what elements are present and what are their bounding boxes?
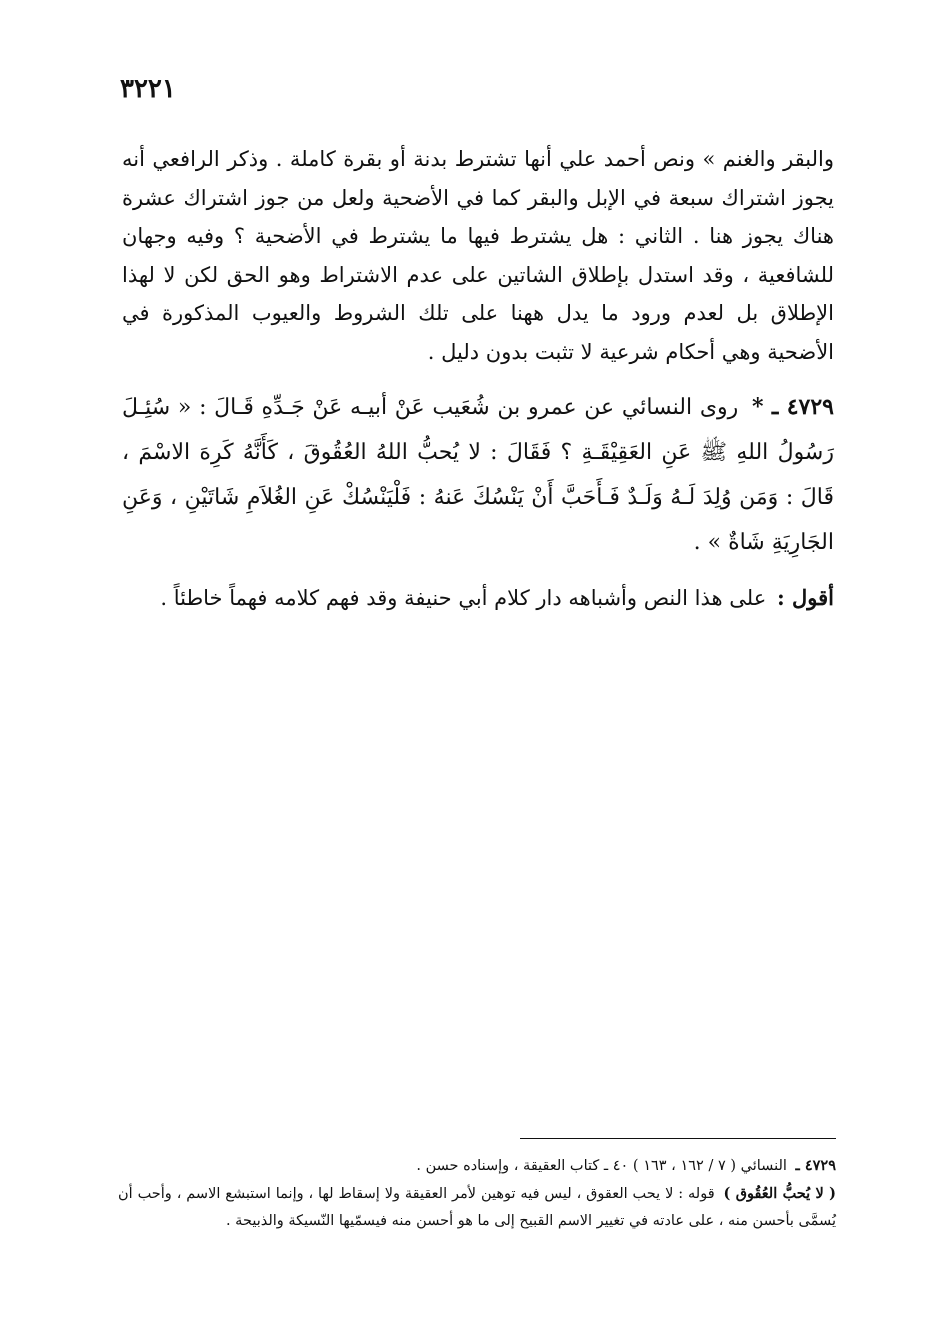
footnote-ref: ( لا يُحبُّ العُقُوق ): [723, 1185, 836, 1202]
page-number: ٣٢٢١: [120, 74, 176, 104]
footnotes: [118, 1152, 836, 1235]
hadith-paragraph: [122, 385, 834, 565]
footnote-explanation: [118, 1180, 836, 1235]
comment-text: على هذا النص وأشباهه دار كلام أبي حنيفة وقد فهم كلامه فهماً خاطئاً .: [160, 586, 767, 610]
commentary-paragraph: والبقر والغنم » ونص أحمد علي أنها تشترط بدنة أو بقرة كاملة . وذكر الرافعي أنه يجوز اشتراك سبعة في الإبل والبقر كما في الأضحية ولعل من جوز اشتراك عشرة هناك يجوز هنا . الثاني : هل يشترط فيها ما يشترط في الأضحية ؟ وفيه وجهان للشافعية ، وقد استدل بإطلاق الشاتين على عدم الاشتراط وهو الحق لكن لا لهذا الإطلاق بل لعدم ورود ما يدل ههنا على تلك الشروط والعيوب المذكورة في الأضحية وهي أحكام شرعية لا تثبت بدون دليل .: [122, 147, 834, 364]
footnote-divider: [520, 1138, 836, 1139]
main-text: [122, 140, 834, 618]
hadith-number: ٤٧٢٩ ـ *: [752, 394, 834, 420]
author-comment: [122, 579, 834, 618]
footnote-source: [118, 1152, 836, 1180]
footnote-text: قوله : لا يحب العقوق ، ليس فيه توهين لأمر العقيقة ولا إسقاط لها ، وإنما استبشع الاسم ، وأحب أن يُسمَّى بأحسن منه ، على عادته في تغيير الاسم القبيح إلى ما هو أحسن منه فيسمّيها النّسيكة والذبيحة .: [118, 1186, 836, 1229]
comment-label: أقول :: [776, 585, 834, 610]
footnote-ref: ٤٧٢٩ ـ: [795, 1157, 836, 1174]
hadith-text: روى النسائي عن عمرو بن شُعَيب عَنْ أبيـه عَنْ جَـدِّهِ قَـالَ : « سُئِـلَ رَسُولُ اللهِ ﷺ عَنِ العَقِيْقَـةِ ؟ فَقَالَ : لا يُحبُّ اللهُ العُقُوقَ ، كَأَنَّهُ كَرِهَ الاسْمَ ، قَالَ : وَمَن وُلِدَ لَـهُ وَلَـدٌ فَـأَحَبَّ أَنْ يَنْسُكَ عَنهُ : فَلْيَنْسُكْ عَنِ الغُلاَمِ شَاتَيْنِ ، وَعَنِ الجَارِيَةِ شَاةٌ » .: [122, 395, 834, 555]
footnote-text: النسائي ( ٧ / ١٦٢ ، ١٦٣ ) ٤٠ ـ كتاب العقيقة ، وإسناده حسن .: [416, 1158, 787, 1174]
